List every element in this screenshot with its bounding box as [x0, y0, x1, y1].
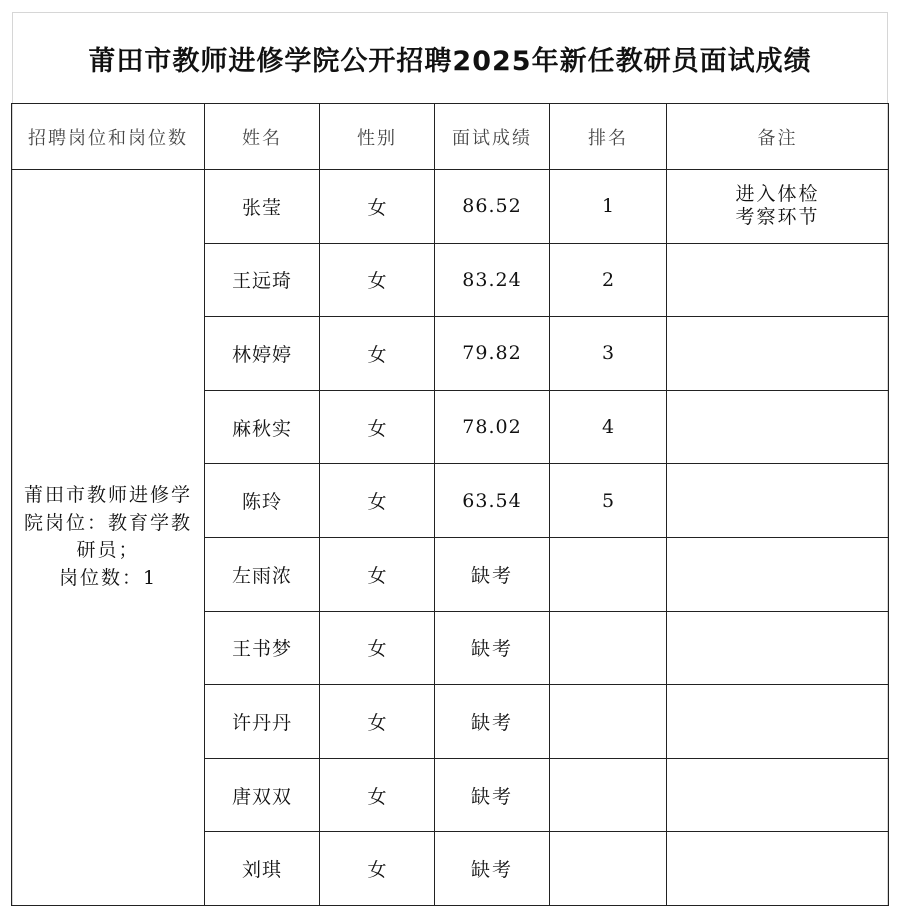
- score-cell: 缺考: [435, 611, 550, 685]
- remark-cell: [667, 758, 889, 832]
- rank-cell: 3: [550, 317, 667, 391]
- header-post: 招聘岗位和岗位数: [12, 104, 205, 170]
- remark-cell: [667, 611, 889, 685]
- score-cell: 63.54: [435, 464, 550, 538]
- remark-cell: [667, 685, 889, 759]
- name-cell: 王书梦: [205, 611, 320, 685]
- name-cell: 左雨浓: [205, 537, 320, 611]
- remark-cell: [667, 390, 889, 464]
- gender-cell: 女: [320, 758, 435, 832]
- rank-cell: 4: [550, 390, 667, 464]
- name-cell: 陈玲: [205, 464, 320, 538]
- gender-cell: 女: [320, 685, 435, 759]
- remark-cell: [667, 537, 889, 611]
- rank-cell: [550, 685, 667, 759]
- gender-cell: 女: [320, 170, 435, 244]
- remark-cell: [667, 170, 889, 244]
- remark-line: 考察环节: [735, 206, 820, 229]
- remark-cell: [667, 464, 889, 538]
- name-cell: 王远琦: [205, 243, 320, 317]
- remark-cell: [667, 832, 889, 906]
- rank-cell: 5: [550, 464, 667, 538]
- table-header-row: [12, 104, 889, 170]
- header-remark: 备注: [667, 104, 889, 170]
- remark-line: 进入体检: [735, 182, 820, 205]
- header-score: 面试成绩: [435, 104, 550, 170]
- results-table: [11, 103, 889, 906]
- score-cell: 86.52: [435, 170, 550, 244]
- gender-cell: 女: [320, 464, 435, 538]
- rank-cell: [550, 537, 667, 611]
- rank-cell: [550, 758, 667, 832]
- header-gender: 性别: [320, 104, 435, 170]
- name-cell: 许丹丹: [205, 685, 320, 759]
- score-cell: 79.82: [435, 317, 550, 391]
- score-cell: 缺考: [435, 685, 550, 759]
- gender-cell: 女: [320, 832, 435, 906]
- rank-cell: 1: [550, 170, 667, 244]
- gender-cell: 女: [320, 537, 435, 611]
- rank-cell: 2: [550, 243, 667, 317]
- score-cell: 78.02: [435, 390, 550, 464]
- name-cell: 张莹: [205, 170, 320, 244]
- remark-cell: [667, 317, 889, 391]
- gender-cell: 女: [320, 243, 435, 317]
- name-cell: 刘琪: [205, 832, 320, 906]
- name-cell: 林婷婷: [205, 317, 320, 391]
- score-cell: 缺考: [435, 832, 550, 906]
- table-row: [12, 170, 889, 244]
- name-cell: 唐双双: [205, 758, 320, 832]
- score-cell: 83.24: [435, 243, 550, 317]
- post-line: 院岗位：教育学教: [23, 511, 192, 534]
- rank-cell: [550, 832, 667, 906]
- gender-cell: 女: [320, 390, 435, 464]
- header-rank: 排名: [550, 104, 667, 170]
- header-name: 姓名: [205, 104, 320, 170]
- score-cell: 缺考: [435, 537, 550, 611]
- remark-cell: [667, 243, 889, 317]
- gender-cell: 女: [320, 317, 435, 391]
- score-cell: 缺考: [435, 758, 550, 832]
- rank-cell: [550, 611, 667, 685]
- post-line: 莆田市教师进修学: [23, 484, 192, 507]
- name-cell: 麻秋实: [205, 390, 320, 464]
- post-line: 研员；: [76, 539, 140, 562]
- page-title: 莆田市教师进修学院公开招聘2025年新任教研员面试成绩: [88, 45, 812, 77]
- post-cell: [12, 170, 205, 906]
- gender-cell: 女: [320, 611, 435, 685]
- post-line: 岗位数：1: [58, 567, 158, 590]
